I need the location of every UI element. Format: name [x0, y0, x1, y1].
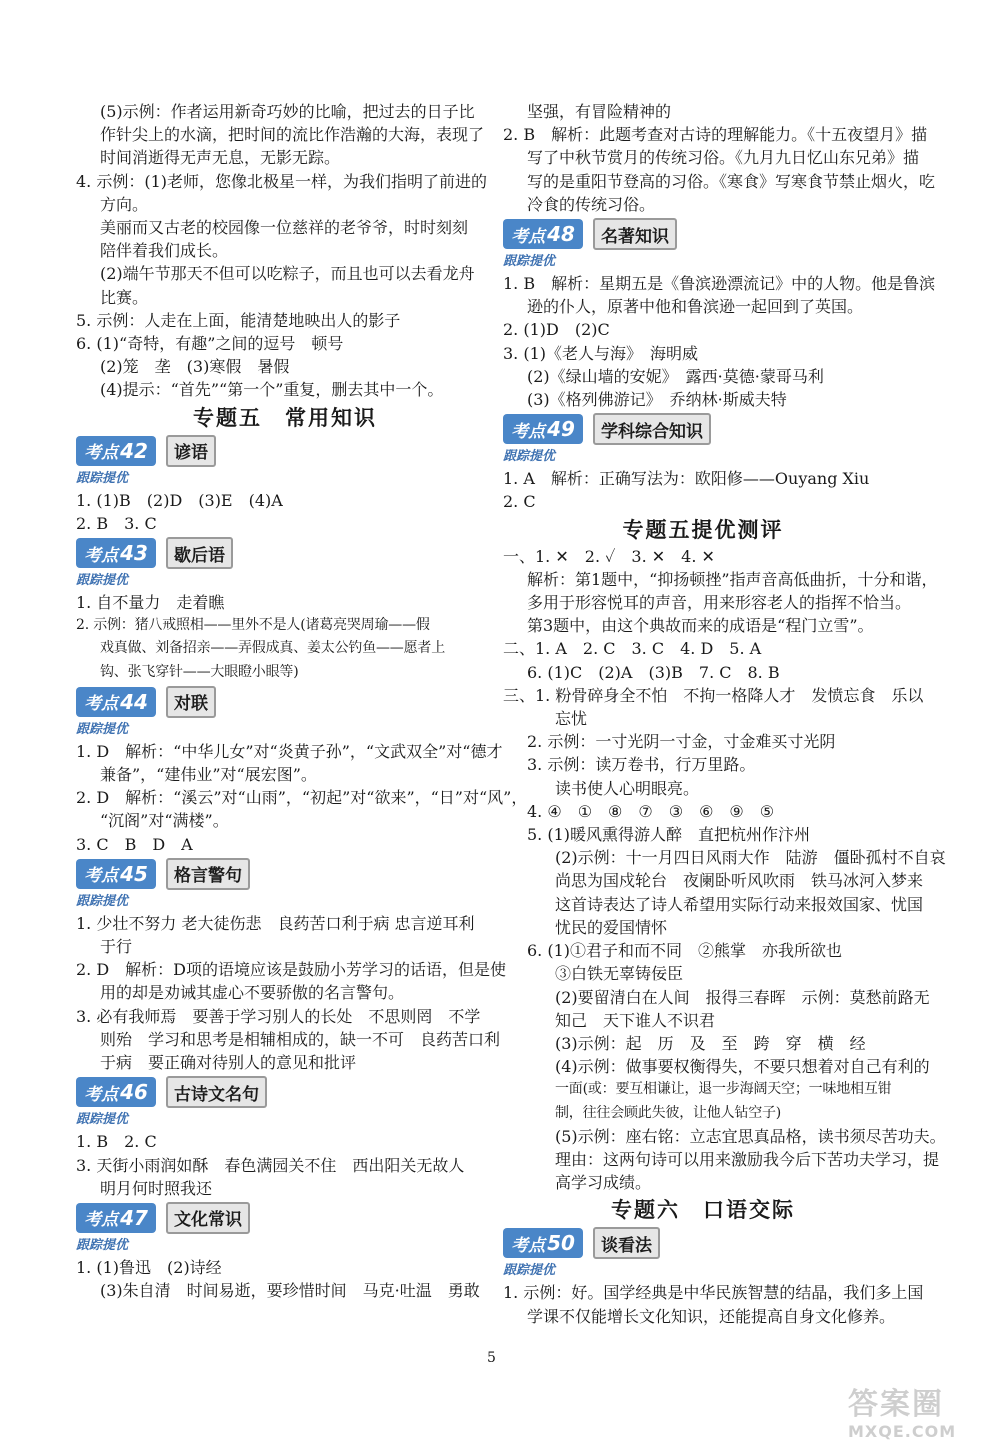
- badge-number: 43: [120, 541, 148, 566]
- knowledge-point-badge: [76, 436, 156, 466]
- knowledge-point-badge: [503, 219, 583, 249]
- answer-line: 冷食的传统习俗。: [527, 194, 656, 214]
- answer-line: 忧民的爱国情怀: [555, 917, 668, 937]
- badge-label: 考点: [84, 694, 119, 715]
- answer-line: 6. (1)“奇特，有趣”之间的逗号 顿号: [76, 334, 344, 354]
- badge-label: 考点: [84, 1210, 119, 1231]
- answer-line: (4)提示：“首先”“第一个”重复，删去其中一个。: [100, 380, 444, 400]
- knowledge-point-badge: [76, 538, 156, 568]
- answer-line: 1. (1)鲁迅 (2)诗经: [76, 1257, 222, 1277]
- answer-line: (3)《格列佛游记》 乔纳林·斯威夫特: [527, 390, 787, 410]
- answer-line: 知己 天下谁人不识君: [555, 1010, 716, 1030]
- answer-line: 时间消逝得无声无息，无影无踪。: [100, 148, 341, 168]
- knowledge-point-header: [503, 1227, 903, 1259]
- answer-line: (4)示例：做事要权衡得失，不要只想着对自己有利的: [555, 1057, 930, 1077]
- answer-line: 4. 示例：(1)老师，您像北极星一样，为我们指明了前进的: [76, 171, 488, 191]
- answer-line: 兼备”，“建伟业”对“展宏图”。: [100, 765, 317, 785]
- track-label: 跟踪提优: [76, 573, 129, 589]
- answer-line: 用的却是劝诫其虚心不要骄傲的名言警句。: [100, 983, 405, 1003]
- answer-line: 1. D 解析：“中华儿女”对“炎黄子孙”，“文武双全”对“德才: [76, 741, 503, 761]
- answer-line: 美丽而又古老的校园像一位慈祥的老爷爷，时时刻刻: [100, 218, 469, 238]
- answer-line: 读书使人心明眼亮。: [555, 778, 700, 798]
- answer-line: 多用于形容悦耳的声音，用来形容老人的指挥不恰当。: [527, 593, 912, 613]
- badge-label: 考点: [511, 421, 546, 442]
- knowledge-point-title: 歇后语: [166, 537, 233, 569]
- knowledge-point-title: 格言警句: [166, 858, 250, 890]
- answer-line: 2. 示例：一寸光阴一寸金，寸金难买寸光阴: [527, 732, 836, 752]
- answer-line: 1. (1)B (2)D (3)E (4)A: [76, 490, 283, 510]
- answer-line: 方向。: [100, 194, 149, 214]
- answer-line: 4. ④ ① ⑧ ⑦ ③ ⑥ ⑨ ⑤: [527, 801, 775, 821]
- answer-line: 逊的仆人，原著中他和鲁滨逊一起回到了英国。: [527, 297, 864, 317]
- answer-line: 3. (1)《老人与海》 海明威: [503, 343, 699, 363]
- answer-line: (5)示例：座右铭：立志宜思真品格，读书须尽苦功夫。: [555, 1126, 946, 1146]
- answer-line: 2. B 3. C: [76, 513, 157, 533]
- knowledge-point-header: [503, 413, 903, 445]
- answer-line: 5. (1)暖风熏得游人醉 直把杭州作汴州: [527, 825, 811, 845]
- answer-line: 1. 少壮不努力 老大徒伤悲 良药苦口利于病 忠言逆耳利: [76, 913, 475, 933]
- badge-number: 50: [547, 1231, 575, 1256]
- left-column: [76, 100, 528, 1302]
- answer-line: (2)要留清白在人间 报得三春晖 示例：莫愁前路无: [555, 987, 930, 1007]
- knowledge-point-header: [76, 1076, 494, 1108]
- answer-line: (3)朱自清 时间易逝，要珍惜时间 马克·吐温 勇敢: [100, 1281, 480, 1301]
- answer-line: 3. 示例：读万卷书，行万里路。: [527, 755, 756, 775]
- answer-line: 2. (1)D (2)C: [503, 320, 610, 340]
- knowledge-point-title: 对联: [166, 686, 216, 718]
- answer-line: (2)《绿山墙的安妮》 露西·莫德·蒙哥马利: [527, 366, 824, 386]
- answer-line: 理由：这两句诗可以用来激励我今后下苦功夫学习，提: [555, 1149, 940, 1169]
- knowledge-point-badge: [76, 1203, 156, 1233]
- page-number: 5: [487, 1350, 496, 1366]
- badge-label: 考点: [84, 545, 119, 566]
- badge-label: 考点: [84, 866, 119, 887]
- answer-line: 尚思为国戍轮台 夜阑卧听风吹雨 铁马冰河入梦来: [555, 871, 924, 891]
- answer-line: 明月何时照我还: [100, 1178, 213, 1198]
- badge-number: 44: [120, 689, 148, 714]
- answer-line: 陪伴着我们成长。: [100, 241, 229, 261]
- answer-line: 作针尖上的水滴，把时间的流比作浩瀚的大海，表现了: [100, 125, 485, 145]
- knowledge-point-title: 谈看法: [593, 1227, 660, 1259]
- section-title: 专题五提优测评: [622, 516, 784, 542]
- badge-number: 49: [547, 417, 575, 442]
- badge-number: 42: [120, 438, 148, 463]
- knowledge-point-header: [76, 686, 494, 718]
- answer-line: 戏真做、刘备招亲——弄假成真、姜太公钓鱼——愿者上: [100, 640, 445, 657]
- answer-line: (2)端午节那天不但可以吃粽子，而且也可以去看龙舟: [100, 264, 475, 284]
- knowledge-point-badge: [503, 414, 583, 444]
- track-label: 跟踪提优: [76, 1112, 129, 1128]
- answer-line: 解析：第1题中，“抑扬顿挫”指声音高低曲折，十分和谐，: [527, 569, 938, 589]
- answer-line: 1. B 解析：星期五是《鲁滨逊漂流记》中的人物。他是鲁滨: [503, 274, 936, 294]
- watermark-url: MXQE.COM: [848, 1422, 957, 1441]
- answer-line: 第3题中，由这个典故而来的成语是“程门立雪”。: [527, 616, 874, 636]
- answer-line: 3. 必有我师焉 要善于学习别人的长处 不思则罔 不学: [76, 1006, 481, 1026]
- badge-label: 考点: [84, 443, 119, 464]
- answer-line: 比赛。: [100, 287, 149, 307]
- answer-line: 制，往往会顾此失彼，让他人钻空子): [555, 1104, 782, 1121]
- answer-line: 于行: [100, 937, 133, 957]
- answer-line: 则殆 学习和思考是相辅相成的，缺一不可 良药苦口利: [100, 1029, 501, 1049]
- knowledge-point-header: [76, 435, 494, 467]
- answer-line: 5. 示例：人走在上面，能清楚地映出人的影子: [76, 310, 401, 330]
- answer-line: 坚强，有冒险精神的: [527, 102, 672, 121]
- answer-line: 2. D 解析：D项的语境应该是鼓励小芳学习的话语，但是使: [76, 960, 507, 980]
- badge-label: 考点: [511, 226, 546, 247]
- answer-line: 2. D 解析：“溪云”对“山雨”，“初起”对“欲来”，“日”对“风”，: [76, 788, 528, 808]
- knowledge-point-title: 谚语: [166, 435, 216, 467]
- answer-line: 6. (1)C (2)A (3)B 7. C 8. B: [527, 662, 780, 682]
- track-label: 跟踪提优: [76, 470, 129, 486]
- track-label: 跟踪提优: [76, 893, 129, 909]
- knowledge-point-title: 名著知识: [593, 218, 677, 250]
- answer-line: 这首诗表达了诗人希望用实际行动来报效国家、忧国: [555, 894, 924, 914]
- answer-line: 2. C: [503, 492, 536, 512]
- knowledge-point-title: 学科综合知识: [593, 413, 711, 445]
- knowledge-point-header: [76, 858, 494, 890]
- knowledge-point-header: [503, 218, 903, 250]
- knowledge-point-badge: [76, 687, 156, 717]
- answer-line: 二、1. A 2. C 3. C 4. D 5. A: [503, 639, 762, 659]
- track-label: 跟踪提优: [503, 254, 556, 270]
- answer-line: 高学习成绩。: [555, 1173, 652, 1193]
- answer-line: 6. (1)①君子和而不同 ②熊掌 亦我所欲也: [527, 941, 843, 961]
- answer-line: 1. A 解析：正确写法为：欧阳修——Ouyang Xiu: [503, 469, 870, 489]
- answer-line: 2. B 解析：此题考查对古诗的理解能力。《十五夜望月》描: [503, 125, 928, 145]
- track-label: 跟踪提优: [503, 449, 556, 465]
- track-label: 跟踪提优: [503, 1263, 556, 1279]
- knowledge-point-badge: [76, 859, 156, 889]
- answer-line: (5)示例：作者运用新奇巧妙的比喻，把过去的日子比: [100, 102, 475, 121]
- answer-line: (2)示例：十一月四日风雨大作 陆游 僵卧孤村不自哀: [555, 848, 946, 868]
- answer-line: “沉阁”对“满楼”。: [100, 811, 229, 831]
- badge-label: 考点: [511, 1235, 546, 1256]
- badge-label: 考点: [84, 1084, 119, 1105]
- knowledge-point-badge: [76, 1077, 156, 1107]
- knowledge-point-header: [76, 537, 494, 569]
- track-label: 跟踪提优: [76, 721, 129, 737]
- knowledge-point-badge: [503, 1228, 583, 1258]
- answer-line: 写了中秋节赏月的传统习俗。《九月九日忆山东兄弟》描: [527, 148, 920, 168]
- answer-line: 钩、张飞穿针——大眼瞪小眼等): [100, 663, 299, 680]
- badge-number: 48: [547, 222, 575, 247]
- watermark-logo: 答案圈: [848, 1387, 944, 1422]
- track-label: 跟踪提优: [76, 1237, 129, 1253]
- section-title: 专题五 常用知识: [193, 404, 377, 430]
- badge-number: 47: [120, 1205, 148, 1230]
- answer-line: 忘忧: [555, 709, 588, 729]
- answer-line: 于病 要正确对待别人的意见和批评: [100, 1053, 357, 1073]
- answer-line: 三、1. 粉骨碎身全不怕 不拘一格降人才 发愤忘食 乐以: [503, 685, 924, 705]
- answer-line: 一、1. ✕ 2. ✓ 3. ✕ 4. ✕: [503, 546, 715, 566]
- badge-number: 45: [120, 861, 148, 886]
- answer-line: 1. 示例：好。国学经典是中华民族智慧的结晶，我们多上国: [503, 1283, 924, 1303]
- watermark: [848, 1388, 998, 1446]
- knowledge-point-header: [76, 1202, 494, 1234]
- answer-line: 1. 自不量力 走着瞧: [76, 593, 225, 613]
- knowledge-point-title: 古诗文名句: [166, 1076, 267, 1108]
- badge-number: 46: [120, 1080, 148, 1105]
- section-title: 专题六 口语交际: [611, 1197, 795, 1223]
- answer-line: (3)示例：起 历 及 至 跨 穿 横 经: [555, 1033, 866, 1053]
- answer-line: 1. B 2. C: [76, 1132, 157, 1152]
- answer-line: 写的是重阳节登高的习俗。《寒食》写寒食节禁止烟火，吃: [527, 171, 936, 191]
- answer-line: 2. 示例：猪八戒照相——里外不是人(诸葛亮哭周瑜——假: [76, 617, 430, 634]
- answer-line: (2)笼 垄 (3)寒假 暑假: [100, 357, 290, 377]
- answer-line: ③白铁无辜铸佞臣: [555, 964, 684, 984]
- answer-line: 学课不仅能增长文化知识，还能提高自身文化修养。: [527, 1306, 896, 1326]
- right-column: [503, 100, 946, 1328]
- answer-line: 3. 天街小雨润如酥 春色满园关不住 西出阳关无故人: [76, 1155, 465, 1175]
- knowledge-point-title: 文化常识: [166, 1202, 250, 1234]
- answer-line: 3. C B D A: [76, 834, 193, 854]
- answer-line: 一面(或：要互相谦让，退一步海阔天空；一味地相互钳: [555, 1081, 892, 1098]
